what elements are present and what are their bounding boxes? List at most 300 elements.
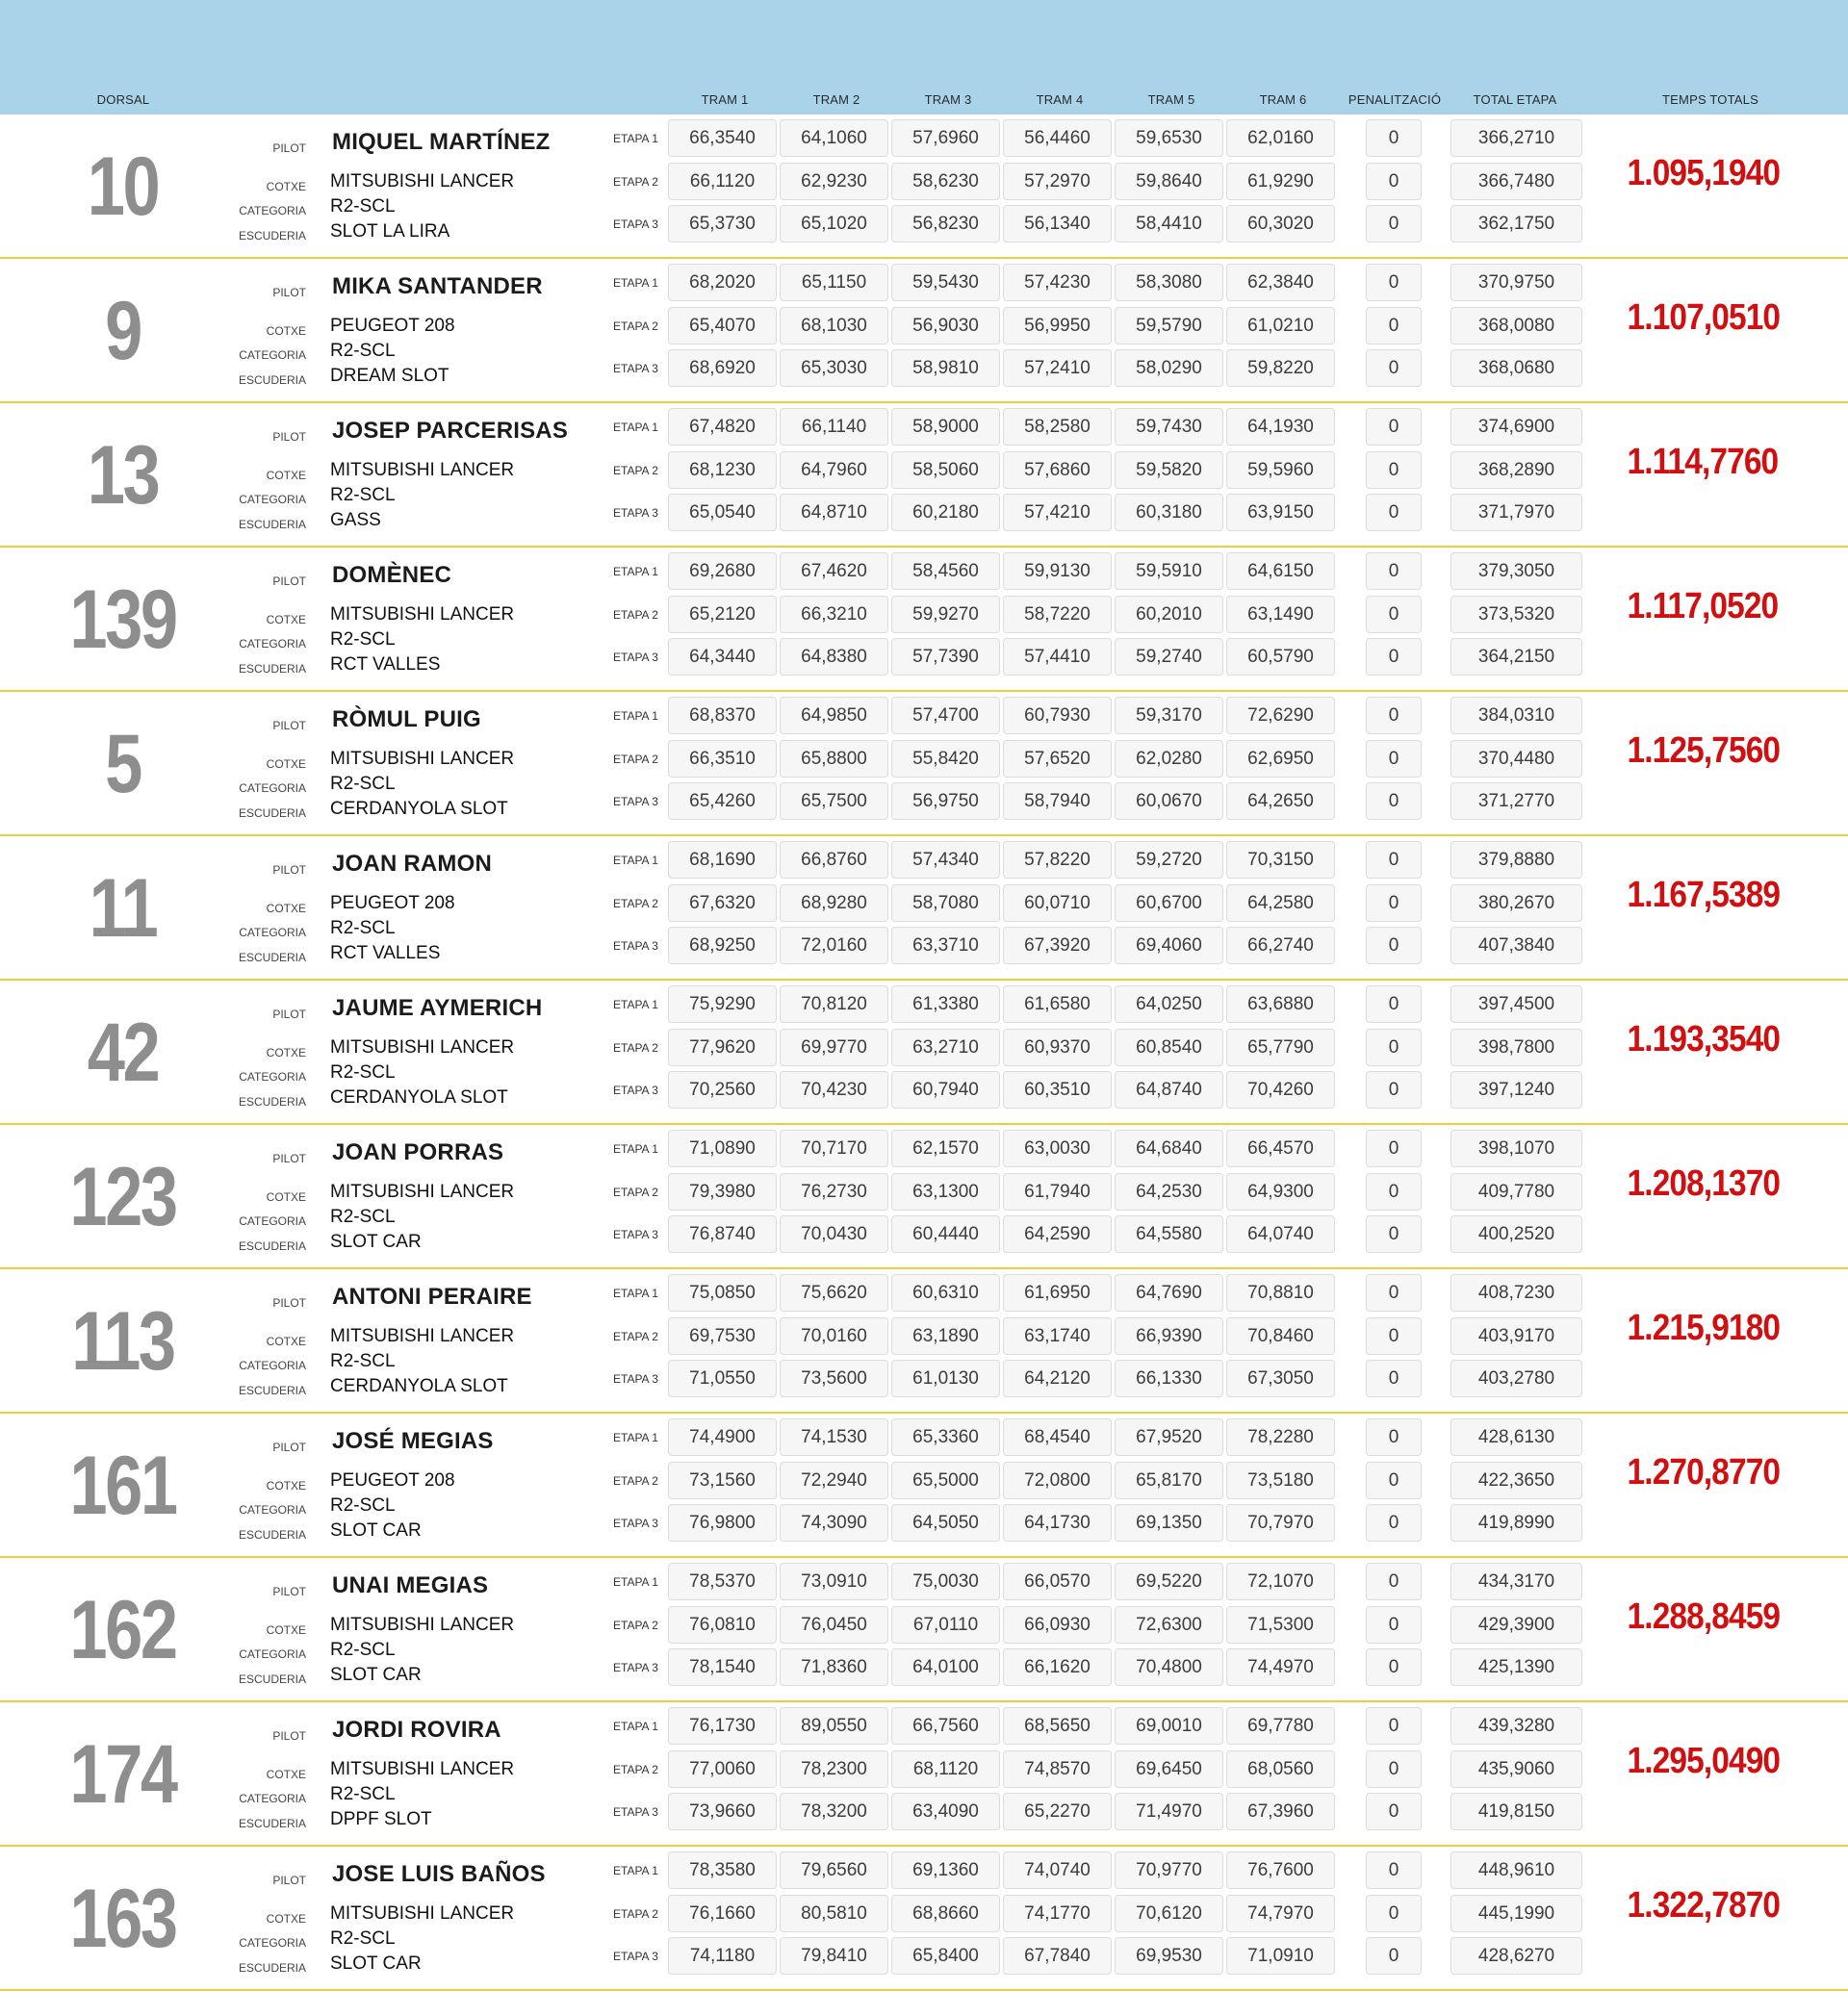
etapa-label: ETAPA 3: [613, 362, 658, 375]
tram-3-time: 63,2710: [891, 1029, 1000, 1066]
temps-total: 1.107,0510: [1627, 297, 1781, 338]
tram-6-time: 76,7600: [1226, 1851, 1335, 1889]
tram-5-time: 58,3080: [1115, 264, 1223, 301]
etapa-label: ETAPA 2: [613, 1330, 658, 1343]
tram-3-time: 63,3710: [891, 927, 1000, 964]
tram-5-time: 59,2720: [1115, 841, 1223, 879]
cotxe-label: COTXE: [266, 902, 306, 915]
stage-total: 435,9060: [1450, 1750, 1582, 1788]
tram-4-time: 74,8570: [1003, 1750, 1112, 1788]
tram-2-time: 66,3210: [780, 596, 888, 633]
escuderia-value: CERDANYOLA SLOT: [330, 799, 508, 819]
tram-4-time: 60,9370: [1003, 1029, 1112, 1066]
cotxe-value: PEUGEOT 208: [330, 893, 455, 913]
tram-4-time: 61,6950: [1003, 1274, 1112, 1312]
tram-3-time: 65,5000: [891, 1462, 1000, 1499]
result-row: [0, 692, 1848, 836]
categoria-label: CATEGORIA: [239, 1647, 306, 1661]
tram-5-time: 64,0250: [1115, 985, 1223, 1023]
stage-total: 380,2670: [1450, 884, 1582, 922]
stage-total: 398,1070: [1450, 1130, 1582, 1167]
etapa-label: ETAPA 2: [613, 897, 658, 910]
categoria-label: CATEGORIA: [239, 637, 306, 651]
dorsal-number: 9: [105, 284, 141, 377]
temps-total: 1.125,7560: [1627, 730, 1781, 771]
etapa-label: ETAPA 2: [613, 1619, 658, 1632]
tram-5-time: 72,6300: [1115, 1606, 1223, 1644]
pilot-name: JAUME AYMERICH: [332, 995, 543, 1021]
tram-3-time: 56,8230: [891, 205, 1000, 242]
escuderia-value: DREAM SLOT: [330, 366, 449, 386]
stage-total: 384,0310: [1450, 697, 1582, 734]
tram-5-time: 66,9390: [1115, 1317, 1223, 1355]
tram-4-time: 67,7840: [1003, 1937, 1112, 1975]
tram-2-time: 65,1150: [780, 264, 888, 301]
pilot-label: PILOT: [272, 1874, 306, 1887]
escuderia-value: GASS: [330, 510, 381, 530]
etapa-label: ETAPA 2: [613, 175, 658, 189]
tram-3-time: 58,9000: [891, 408, 1000, 446]
etapa-label: ETAPA 1: [613, 276, 658, 290]
cotxe-value: MITSUBISHI LANCER: [330, 1182, 515, 1202]
pilot-name: JORDI ROVIRA: [332, 1717, 501, 1743]
categoria-label: CATEGORIA: [239, 781, 306, 795]
tram-3-time: 58,4560: [891, 552, 1000, 590]
tram-2-time: 78,2300: [780, 1750, 888, 1788]
tram-3-time: 60,4440: [891, 1215, 1000, 1253]
stage-total: 429,3900: [1450, 1606, 1582, 1644]
penalty-value: 0: [1366, 1418, 1422, 1456]
stage-total: 366,7480: [1450, 163, 1582, 200]
tram-3-time: 65,3360: [891, 1418, 1000, 1456]
stage-total: 434,3170: [1450, 1563, 1582, 1600]
tram-6-time: 59,8220: [1226, 349, 1335, 387]
tram-5-time: 59,3170: [1115, 697, 1223, 734]
tram-3-time: 68,8660: [891, 1895, 1000, 1932]
tram-5-time: 62,0280: [1115, 740, 1223, 778]
tram-4-time: 58,7940: [1003, 782, 1112, 820]
cotxe-label: COTXE: [266, 1190, 306, 1204]
tram-4-time: 61,6580: [1003, 985, 1112, 1023]
tram-2-time: 69,9770: [780, 1029, 888, 1066]
tram-3-time: 60,2180: [891, 494, 1000, 531]
categoria-label: CATEGORIA: [239, 493, 306, 506]
pilot-name: JOAN PORRAS: [332, 1139, 504, 1165]
tram-6-time: 72,1070: [1226, 1563, 1335, 1600]
stage-total: 374,6900: [1450, 408, 1582, 446]
tram-4-time: 57,8220: [1003, 841, 1112, 879]
tram-6-time: 63,1490: [1226, 596, 1335, 633]
stage-total: 439,3280: [1450, 1707, 1582, 1745]
temps-total: 1.295,0490: [1627, 1741, 1781, 1781]
dorsal-number: 13: [87, 428, 159, 522]
result-row: [0, 1558, 1848, 1702]
escuderia-value: CERDANYOLA SLOT: [330, 1376, 508, 1396]
pilot-label: PILOT: [272, 286, 306, 299]
tram-1-time: 76,0810: [668, 1606, 777, 1644]
tram-2-time: 70,0160: [780, 1317, 888, 1355]
cotxe-label: COTXE: [266, 469, 306, 482]
categoria-value: R2-SCL: [330, 485, 396, 505]
escuderia-label: ESCUDERIA: [238, 1528, 306, 1542]
penalty-value: 0: [1366, 1071, 1422, 1109]
tram-6-time: 59,5960: [1226, 451, 1335, 489]
escuderia-value: SLOT CAR: [330, 1953, 422, 1974]
result-row: [0, 548, 1848, 692]
cotxe-value: PEUGEOT 208: [330, 1470, 455, 1491]
result-row: [0, 1702, 1848, 1847]
tram-2-time: 78,3200: [780, 1793, 888, 1830]
tram-2-time: 68,9280: [780, 884, 888, 922]
tram-1-time: 76,1730: [668, 1707, 777, 1745]
categoria-value: R2-SCL: [330, 774, 396, 794]
tram-4-time: 57,2410: [1003, 349, 1112, 387]
penalty-value: 0: [1366, 1750, 1422, 1788]
tram-1-time: 74,1180: [668, 1937, 777, 1975]
tram-2-time: 73,5600: [780, 1360, 888, 1397]
tram-1-time: 73,1560: [668, 1462, 777, 1499]
tram-5-time: 70,9770: [1115, 1851, 1223, 1889]
tram-6-time: 74,4970: [1226, 1648, 1335, 1686]
tram-3-time: 59,9270: [891, 596, 1000, 633]
tram-6-time: 66,4570: [1226, 1130, 1335, 1167]
escuderia-value: DPPF SLOT: [330, 1809, 432, 1829]
cotxe-value: PEUGEOT 208: [330, 316, 455, 336]
tram-5-time: 69,5220: [1115, 1563, 1223, 1600]
temps-total: 1.095,1940: [1627, 153, 1781, 193]
header-tram-5: TRAM 5: [1147, 92, 1195, 107]
tram-6-time: 60,3020: [1226, 205, 1335, 242]
temps-total: 1.288,8459: [1627, 1596, 1781, 1637]
tram-1-time: 65,3730: [668, 205, 777, 242]
tram-6-time: 71,0910: [1226, 1937, 1335, 1975]
tram-3-time: 64,5050: [891, 1504, 1000, 1542]
tram-6-time: 64,0740: [1226, 1215, 1335, 1253]
tram-2-time: 71,8360: [780, 1648, 888, 1686]
etapa-label: ETAPA 1: [613, 854, 658, 867]
result-row: [0, 836, 1848, 981]
tram-4-time: 57,2970: [1003, 163, 1112, 200]
tram-1-time: 78,3580: [668, 1851, 777, 1889]
categoria-value: R2-SCL: [330, 1351, 396, 1371]
stage-total: 370,9750: [1450, 264, 1582, 301]
result-row: [0, 1269, 1848, 1414]
etapa-label: ETAPA 1: [613, 1431, 658, 1444]
cotxe-value: MITSUBISHI LANCER: [330, 1903, 515, 1924]
penalty-value: 0: [1366, 1173, 1422, 1211]
stage-total: 368,2890: [1450, 451, 1582, 489]
categoria-label: CATEGORIA: [239, 348, 306, 362]
tram-1-time: 76,8740: [668, 1215, 777, 1253]
cotxe-value: MITSUBISHI LANCER: [330, 1615, 515, 1635]
cotxe-label: COTXE: [266, 180, 306, 193]
pilot-label: PILOT: [272, 863, 306, 877]
pilot-name: MIKA SANTANDER: [332, 273, 543, 299]
result-row: [0, 981, 1848, 1125]
tram-1-time: 74,4900: [668, 1418, 777, 1456]
penalty-value: 0: [1366, 1215, 1422, 1253]
penalty-value: 0: [1366, 985, 1422, 1023]
dorsal-number: 162: [69, 1583, 176, 1676]
tram-5-time: 69,6450: [1115, 1750, 1223, 1788]
tram-3-time: 56,9030: [891, 307, 1000, 345]
pilot-name: ANTONI PERAIRE: [332, 1284, 532, 1310]
result-row: [0, 115, 1848, 259]
tram-6-time: 78,2280: [1226, 1418, 1335, 1456]
etapa-label: ETAPA 3: [613, 1228, 658, 1241]
stage-total: 379,3050: [1450, 552, 1582, 590]
stage-total: 366,2710: [1450, 119, 1582, 157]
etapa-label: ETAPA 1: [613, 1720, 658, 1733]
tram-3-time: 55,8420: [891, 740, 1000, 778]
tram-5-time: 59,7430: [1115, 408, 1223, 446]
tram-3-time: 67,0110: [891, 1606, 1000, 1644]
tram-5-time: 59,2740: [1115, 638, 1223, 676]
tram-3-time: 58,5060: [891, 451, 1000, 489]
tram-1-time: 67,4820: [668, 408, 777, 446]
tram-2-time: 89,0550: [780, 1707, 888, 1745]
tram-6-time: 64,1930: [1226, 408, 1335, 446]
result-row: [0, 1414, 1848, 1558]
categoria-label: CATEGORIA: [239, 1359, 306, 1372]
dorsal-number: 11: [89, 861, 157, 955]
tram-4-time: 57,4230: [1003, 264, 1112, 301]
cotxe-value: MITSUBISHI LANCER: [330, 171, 515, 191]
etapa-label: ETAPA 2: [613, 319, 658, 333]
tram-5-time: 64,8740: [1115, 1071, 1223, 1109]
escuderia-label: ESCUDERIA: [238, 1817, 306, 1830]
categoria-value: R2-SCL: [330, 1928, 396, 1949]
tram-4-time: 57,4410: [1003, 638, 1112, 676]
tram-6-time: 66,2740: [1226, 927, 1335, 964]
penalty-value: 0: [1366, 205, 1422, 242]
temps-total: 1.270,8770: [1627, 1452, 1781, 1493]
tram-3-time: 63,1890: [891, 1317, 1000, 1355]
temps-total: 1.117,0520: [1627, 586, 1779, 626]
cotxe-value: MITSUBISHI LANCER: [330, 1326, 515, 1346]
escuderia-label: ESCUDERIA: [238, 1384, 306, 1397]
tram-2-time: 64,8710: [780, 494, 888, 531]
tram-6-time: 64,9300: [1226, 1173, 1335, 1211]
etapa-label: ETAPA 3: [613, 939, 658, 953]
dorsal-number: 5: [105, 717, 141, 810]
tram-3-time: 57,4340: [891, 841, 1000, 879]
tram-6-time: 67,3050: [1226, 1360, 1335, 1397]
penalty-value: 0: [1366, 1130, 1422, 1167]
tram-5-time: 64,2530: [1115, 1173, 1223, 1211]
etapa-label: ETAPA 3: [613, 1517, 658, 1530]
tram-5-time: 64,5580: [1115, 1215, 1223, 1253]
tram-3-time: 64,0100: [891, 1648, 1000, 1686]
cotxe-label: COTXE: [266, 757, 306, 771]
cotxe-value: MITSUBISHI LANCER: [330, 460, 515, 480]
cotxe-value: MITSUBISHI LANCER: [330, 749, 515, 769]
escuderia-value: SLOT CAR: [330, 1520, 422, 1541]
cotxe-value: MITSUBISHI LANCER: [330, 604, 515, 625]
tram-6-time: 68,0560: [1226, 1750, 1335, 1788]
penalty-value: 0: [1366, 1563, 1422, 1600]
etapa-label: ETAPA 1: [613, 998, 658, 1011]
tram-1-time: 77,0060: [668, 1750, 777, 1788]
tram-4-time: 60,0710: [1003, 884, 1112, 922]
tram-4-time: 56,1340: [1003, 205, 1112, 242]
dorsal-number: 123: [69, 1150, 176, 1243]
tram-2-time: 72,2940: [780, 1462, 888, 1499]
stage-total: 407,3840: [1450, 927, 1582, 964]
dorsal-number: 113: [71, 1294, 174, 1388]
header-total-etapa: TOTAL ETAPA: [1473, 92, 1557, 107]
etapa-label: ETAPA 3: [613, 1950, 658, 1963]
tram-5-time: 59,5790: [1115, 307, 1223, 345]
categoria-value: R2-SCL: [330, 341, 396, 361]
stage-total: 368,0680: [1450, 349, 1582, 387]
results-table: [0, 115, 1848, 1991]
categoria-label: CATEGORIA: [239, 926, 306, 939]
tram-1-time: 68,2020: [668, 264, 777, 301]
categoria-label: CATEGORIA: [239, 1792, 306, 1805]
stage-total: 371,2770: [1450, 782, 1582, 820]
tram-4-time: 57,6860: [1003, 451, 1112, 489]
tram-1-time: 78,5370: [668, 1563, 777, 1600]
tram-4-time: 60,7930: [1003, 697, 1112, 734]
tram-1-time: 69,7530: [668, 1317, 777, 1355]
tram-2-time: 65,7500: [780, 782, 888, 820]
tram-4-time: 66,0930: [1003, 1606, 1112, 1644]
pilot-name: JOAN RAMON: [332, 851, 493, 877]
penalty-value: 0: [1366, 119, 1422, 157]
etapa-label: ETAPA 2: [613, 464, 658, 477]
cotxe-label: COTXE: [266, 613, 306, 626]
tram-1-time: 78,1540: [668, 1648, 777, 1686]
tram-2-time: 73,0910: [780, 1563, 888, 1600]
penalty-value: 0: [1366, 1317, 1422, 1355]
tram-3-time: 60,7940: [891, 1071, 1000, 1109]
penalty-value: 0: [1366, 1895, 1422, 1932]
tram-1-time: 76,9800: [668, 1504, 777, 1542]
tram-5-time: 67,9520: [1115, 1418, 1223, 1456]
tram-2-time: 64,1060: [780, 119, 888, 157]
escuderia-value: RCT VALLES: [330, 654, 441, 675]
escuderia-value: SLOT LA LIRA: [330, 221, 450, 242]
tram-6-time: 70,7970: [1226, 1504, 1335, 1542]
tram-6-time: 74,7970: [1226, 1895, 1335, 1932]
escuderia-label: ESCUDERIA: [238, 1095, 306, 1109]
etapa-label: ETAPA 2: [613, 1907, 658, 1921]
penalty-value: 0: [1366, 1606, 1422, 1644]
tram-2-time: 67,4620: [780, 552, 888, 590]
tram-1-time: 67,6320: [668, 884, 777, 922]
tram-2-time: 72,0160: [780, 927, 888, 964]
tram-3-time: 57,7390: [891, 638, 1000, 676]
stage-total: 403,2780: [1450, 1360, 1582, 1397]
tram-5-time: 66,1330: [1115, 1360, 1223, 1397]
header-dorsal: DORSAL: [96, 92, 150, 107]
penalty-value: 0: [1366, 451, 1422, 489]
tram-2-time: 64,8380: [780, 638, 888, 676]
pilot-label: PILOT: [272, 1729, 306, 1743]
penalty-value: 0: [1366, 1462, 1422, 1499]
tram-4-time: 66,0570: [1003, 1563, 1112, 1600]
etapa-label: ETAPA 1: [613, 1287, 658, 1300]
tram-2-time: 65,8800: [780, 740, 888, 778]
tram-6-time: 60,5790: [1226, 638, 1335, 676]
tram-2-time: 70,0430: [780, 1215, 888, 1253]
categoria-value: R2-SCL: [330, 629, 396, 650]
pilot-name: JOSÉ MEGIAS: [332, 1428, 494, 1454]
stage-total: 403,9170: [1450, 1317, 1582, 1355]
tram-6-time: 64,2650: [1226, 782, 1335, 820]
temps-total: 1.322,7870: [1627, 1885, 1781, 1926]
tram-5-time: 60,2010: [1115, 596, 1223, 633]
tram-4-time: 74,1770: [1003, 1895, 1112, 1932]
result-row: [0, 1847, 1848, 1991]
tram-6-time: 72,6290: [1226, 697, 1335, 734]
tram-1-time: 68,1230: [668, 451, 777, 489]
tram-6-time: 62,3840: [1226, 264, 1335, 301]
temps-total: 1.208,1370: [1627, 1163, 1781, 1204]
pilot-label: PILOT: [272, 574, 306, 588]
etapa-label: ETAPA 2: [613, 1474, 658, 1488]
dorsal-number: 139: [69, 573, 176, 666]
tram-4-time: 68,5650: [1003, 1707, 1112, 1745]
etapa-label: ETAPA 3: [613, 651, 658, 664]
stage-total: 397,4500: [1450, 985, 1582, 1023]
cotxe-label: COTXE: [266, 1479, 306, 1493]
cotxe-value: MITSUBISHI LANCER: [330, 1759, 515, 1779]
penalty-value: 0: [1366, 1851, 1422, 1889]
tram-1-time: 65,4260: [668, 782, 777, 820]
penalty-value: 0: [1366, 307, 1422, 345]
tram-3-time: 66,7560: [891, 1707, 1000, 1745]
etapa-label: ETAPA 2: [613, 1186, 658, 1199]
penalty-value: 0: [1366, 1937, 1422, 1975]
tram-1-time: 64,3440: [668, 638, 777, 676]
tram-5-time: 59,8640: [1115, 163, 1223, 200]
stage-total: 428,6270: [1450, 1937, 1582, 1975]
tram-1-time: 65,4070: [668, 307, 777, 345]
pilot-label: PILOT: [272, 1008, 306, 1021]
tram-5-time: 64,6840: [1115, 1130, 1223, 1167]
penalty-value: 0: [1366, 552, 1422, 590]
penalty-value: 0: [1366, 1707, 1422, 1745]
dorsal-number: 10: [87, 140, 159, 233]
etapa-label: ETAPA 3: [613, 1372, 658, 1386]
tram-1-time: 75,9290: [668, 985, 777, 1023]
tram-3-time: 59,5430: [891, 264, 1000, 301]
penalty-value: 0: [1366, 740, 1422, 778]
etapa-label: ETAPA 1: [613, 1575, 658, 1589]
tram-6-time: 70,8460: [1226, 1317, 1335, 1355]
cotxe-value: MITSUBISHI LANCER: [330, 1037, 515, 1058]
tram-2-time: 66,1140: [780, 408, 888, 446]
etapa-label: ETAPA 1: [613, 1142, 658, 1156]
tram-6-time: 70,8810: [1226, 1274, 1335, 1312]
tram-3-time: 57,4700: [891, 697, 1000, 734]
escuderia-label: ESCUDERIA: [238, 1961, 306, 1975]
pilot-name: JOSE LUIS BAÑOS: [332, 1861, 546, 1887]
stage-total: 364,2150: [1450, 638, 1582, 676]
tram-5-time: 59,6530: [1115, 119, 1223, 157]
tram-1-time: 77,9620: [668, 1029, 777, 1066]
escuderia-value: SLOT CAR: [330, 1232, 422, 1252]
tram-6-time: 70,3150: [1226, 841, 1335, 879]
stage-total: 362,1750: [1450, 205, 1582, 242]
tram-3-time: 75,0030: [891, 1563, 1000, 1600]
dorsal-number: 174: [69, 1727, 176, 1821]
stage-total: 409,7780: [1450, 1173, 1582, 1211]
penalty-value: 0: [1366, 1360, 1422, 1397]
dorsal-number: 161: [69, 1439, 176, 1532]
